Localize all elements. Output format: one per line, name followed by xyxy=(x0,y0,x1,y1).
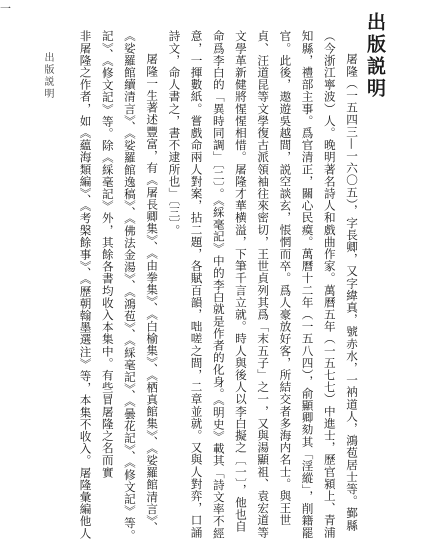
text-line: 詩文，命人書之，書不逮所也」〔三〕。 xyxy=(167,30,182,237)
text-line: （今浙江寧波）人。晚明著名詩人和戲曲作家。萬曆五年（一五七七）中進士，歷官潁上、青浦 xyxy=(322,30,337,539)
text-line: 貞、汪道昆等文學復古派領袖往來密切，王世貞列其爲「末五子」之一，又與湯顯祖、袁宏道等 xyxy=(256,30,271,539)
text-line: 《娑羅館續清言》、《娑羅館逸稿》、《佛法金湯》、《鴻苞》、《綵毫記》、《曇花記》、《修文記》等。 xyxy=(122,30,137,542)
text-line: 文學革新健將惺惺相惜。屠隆才華横溢，下筆千言立就。時人與後人以李白擬之〔一〕，他也自 xyxy=(233,30,248,533)
text-line: 知縣，禮部主事。爲官清正，關心民瘼。萬曆十二年（一五八四），俞顯卿劾其「淫縱」，削籍罷 xyxy=(300,30,315,539)
text-line: 屠隆（一五四三—一六〇五），字長卿，又字緯真，號赤水，一衲道人，鴻苞居士等。鄞縣 xyxy=(345,53,359,532)
text-line: 非屠隆之作者，如《藴海類編》、《考槃餘事》、《歷朝翰墨選注》等，本集不收入。屠隆彙編他人 xyxy=(78,30,93,540)
page-number: 一 xyxy=(0,2,11,15)
page-title: 出版説明 xyxy=(364,12,386,100)
text-line: 意，一揮數紙。嘗戲命兩人對案，拈二題，各賦百韻，咄嗟之間，二章並就。又與人對弈，口誦 xyxy=(189,30,204,539)
running-header: 出版説明 xyxy=(42,52,53,100)
text-line: 命爲李白的「異時同調」〔二〕。《綵毫記》中的李白就是作者的化身。《明史》載其「詩文率不經 xyxy=(211,30,226,540)
text-line: 官。此後，遨遊吳越間，説空談玄，悵惘而卒。爲人豪放好客，所結交者多海内名士。與王世 xyxy=(278,30,293,527)
text-line: 記》、《修文記》等。除《綵毫記》外，其餘各書均收入本集中。有些冒屠隆之名而實 xyxy=(100,30,115,479)
text-line: 屠隆一生著述豐富，有《屠長卿集》、《由拳集》、《白榆集》、《栖真館集》、《娑羅館清言》、 xyxy=(145,53,160,534)
body-text xyxy=(74,30,363,542)
